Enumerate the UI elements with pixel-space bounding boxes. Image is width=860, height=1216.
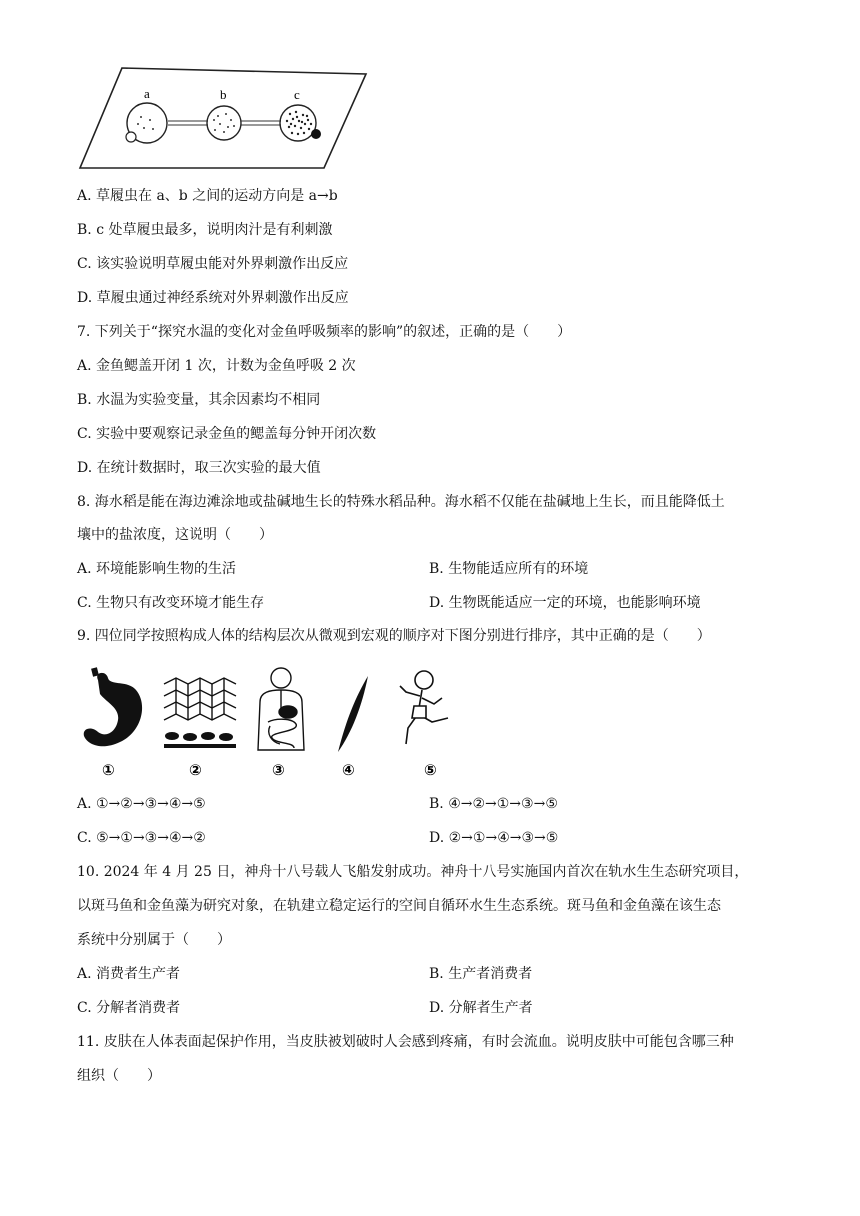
q6-option-c: C. 该实验说明草履虫能对外界刺激作出反应	[77, 256, 349, 272]
q9-stem: 9. 四位同学按照构成人体的结构层次从微观到宏观的顺序对下图分别进行排序，其中正确的是（ ）	[77, 628, 711, 644]
q10-stem-line1: 10. 2024 年 4 月 25 日，神舟十八号载人飞船发射成功。神舟十八号实施国内首次在轨水生生态研究项目，	[77, 864, 749, 880]
figure-label-2: ②	[189, 761, 202, 779]
tissue-image	[164, 678, 236, 720]
figure-label-5: ⑤	[424, 761, 437, 779]
q7-option-a: A. 金鱼鳃盖开闭 1 次，计数为金鱼呼吸 2 次	[77, 358, 356, 374]
figure-label-3: ③	[272, 761, 285, 779]
q7-stem: 7. 下列关于“探究水温的变化对金鱼呼吸频率的影响”的叙述，正确的是（ ）	[77, 324, 572, 340]
q10-option-a: A. 消费者生产者	[77, 966, 181, 982]
label-a: a	[144, 86, 150, 101]
q11-stem-line2: 组织（ ）	[77, 1068, 161, 1084]
q9-option-a: A. ①→②→③→④→⑤	[77, 796, 206, 812]
q10-option-d: D. 分解者生产者	[429, 1000, 533, 1016]
q10-stem-line3: 系统中分别属于（ ）	[77, 932, 231, 948]
q8-option-a: A. 环境能影响生物的生活	[77, 561, 237, 577]
q7-option-c: C. 实验中要观察记录金鱼的鳃盖每分钟开闭次数	[77, 426, 377, 442]
digestive-system-image	[258, 668, 304, 750]
running-person-image	[400, 671, 448, 744]
q10-option-b: B. 生产者消费者	[429, 966, 533, 982]
paramecium-slide-figure	[78, 64, 368, 170]
muscle-cell-image	[338, 676, 368, 752]
q9-option-b: B. ④→②→①→③→⑤	[429, 796, 558, 812]
q9-option-d: D. ②→①→④→③→⑤	[429, 830, 559, 846]
figure-label-4: ④	[342, 761, 355, 779]
stomach-image	[84, 668, 142, 746]
q10-stem-line2: 以斑马鱼和金鱼藻为研究对象，在轨建立稳定运行的空间自循环水生生态系统。斑马鱼和金鱼藻在该生态	[77, 898, 721, 914]
q10-option-c: C. 分解者消费者	[77, 1000, 181, 1016]
q6-option-a: A. 草履虫在 a、b 之间的运动方向是 a→b	[77, 188, 338, 204]
body-structure-figure	[76, 662, 476, 782]
q9-option-c: C. ⑤→①→③→④→②	[77, 830, 206, 846]
label-b: b	[220, 87, 227, 102]
q8-option-c: C. 生物只有改变环境才能生存	[77, 595, 265, 611]
label-c: c	[294, 87, 300, 102]
q6-option-d: D. 草履虫通过神经系统对外界刺激作出反应	[77, 290, 349, 306]
figure-label-1: ①	[102, 761, 115, 779]
q8-option-d: D. 生物既能适应一定的环境，也能影响环境	[429, 595, 701, 611]
q8-stem-line1: 8. 海水稻是能在海边滩涂地或盐碱地生长的特殊水稻品种。海水稻不仅能在盐碱地上生长，而且能降低土	[77, 494, 725, 510]
q8-stem-line2: 壤中的盐浓度，这说明（ ）	[77, 527, 273, 543]
q7-option-b: B. 水温为实验变量，其余因素均不相同	[77, 392, 321, 408]
q8-option-b: B. 生物能适应所有的环境	[429, 561, 589, 577]
q11-stem-line1: 11. 皮肤在人体表面起保护作用，当皮肤被划破时人会感到疼痛，有时会流血。说明皮肤中可能包含哪三种	[77, 1034, 734, 1050]
q7-option-d: D. 在统计数据时，取三次实验的最大值	[77, 460, 321, 476]
drop-b	[207, 106, 241, 140]
q6-option-b: B. c 处草履虫最多，说明肉汁是有利刺激	[77, 222, 333, 238]
